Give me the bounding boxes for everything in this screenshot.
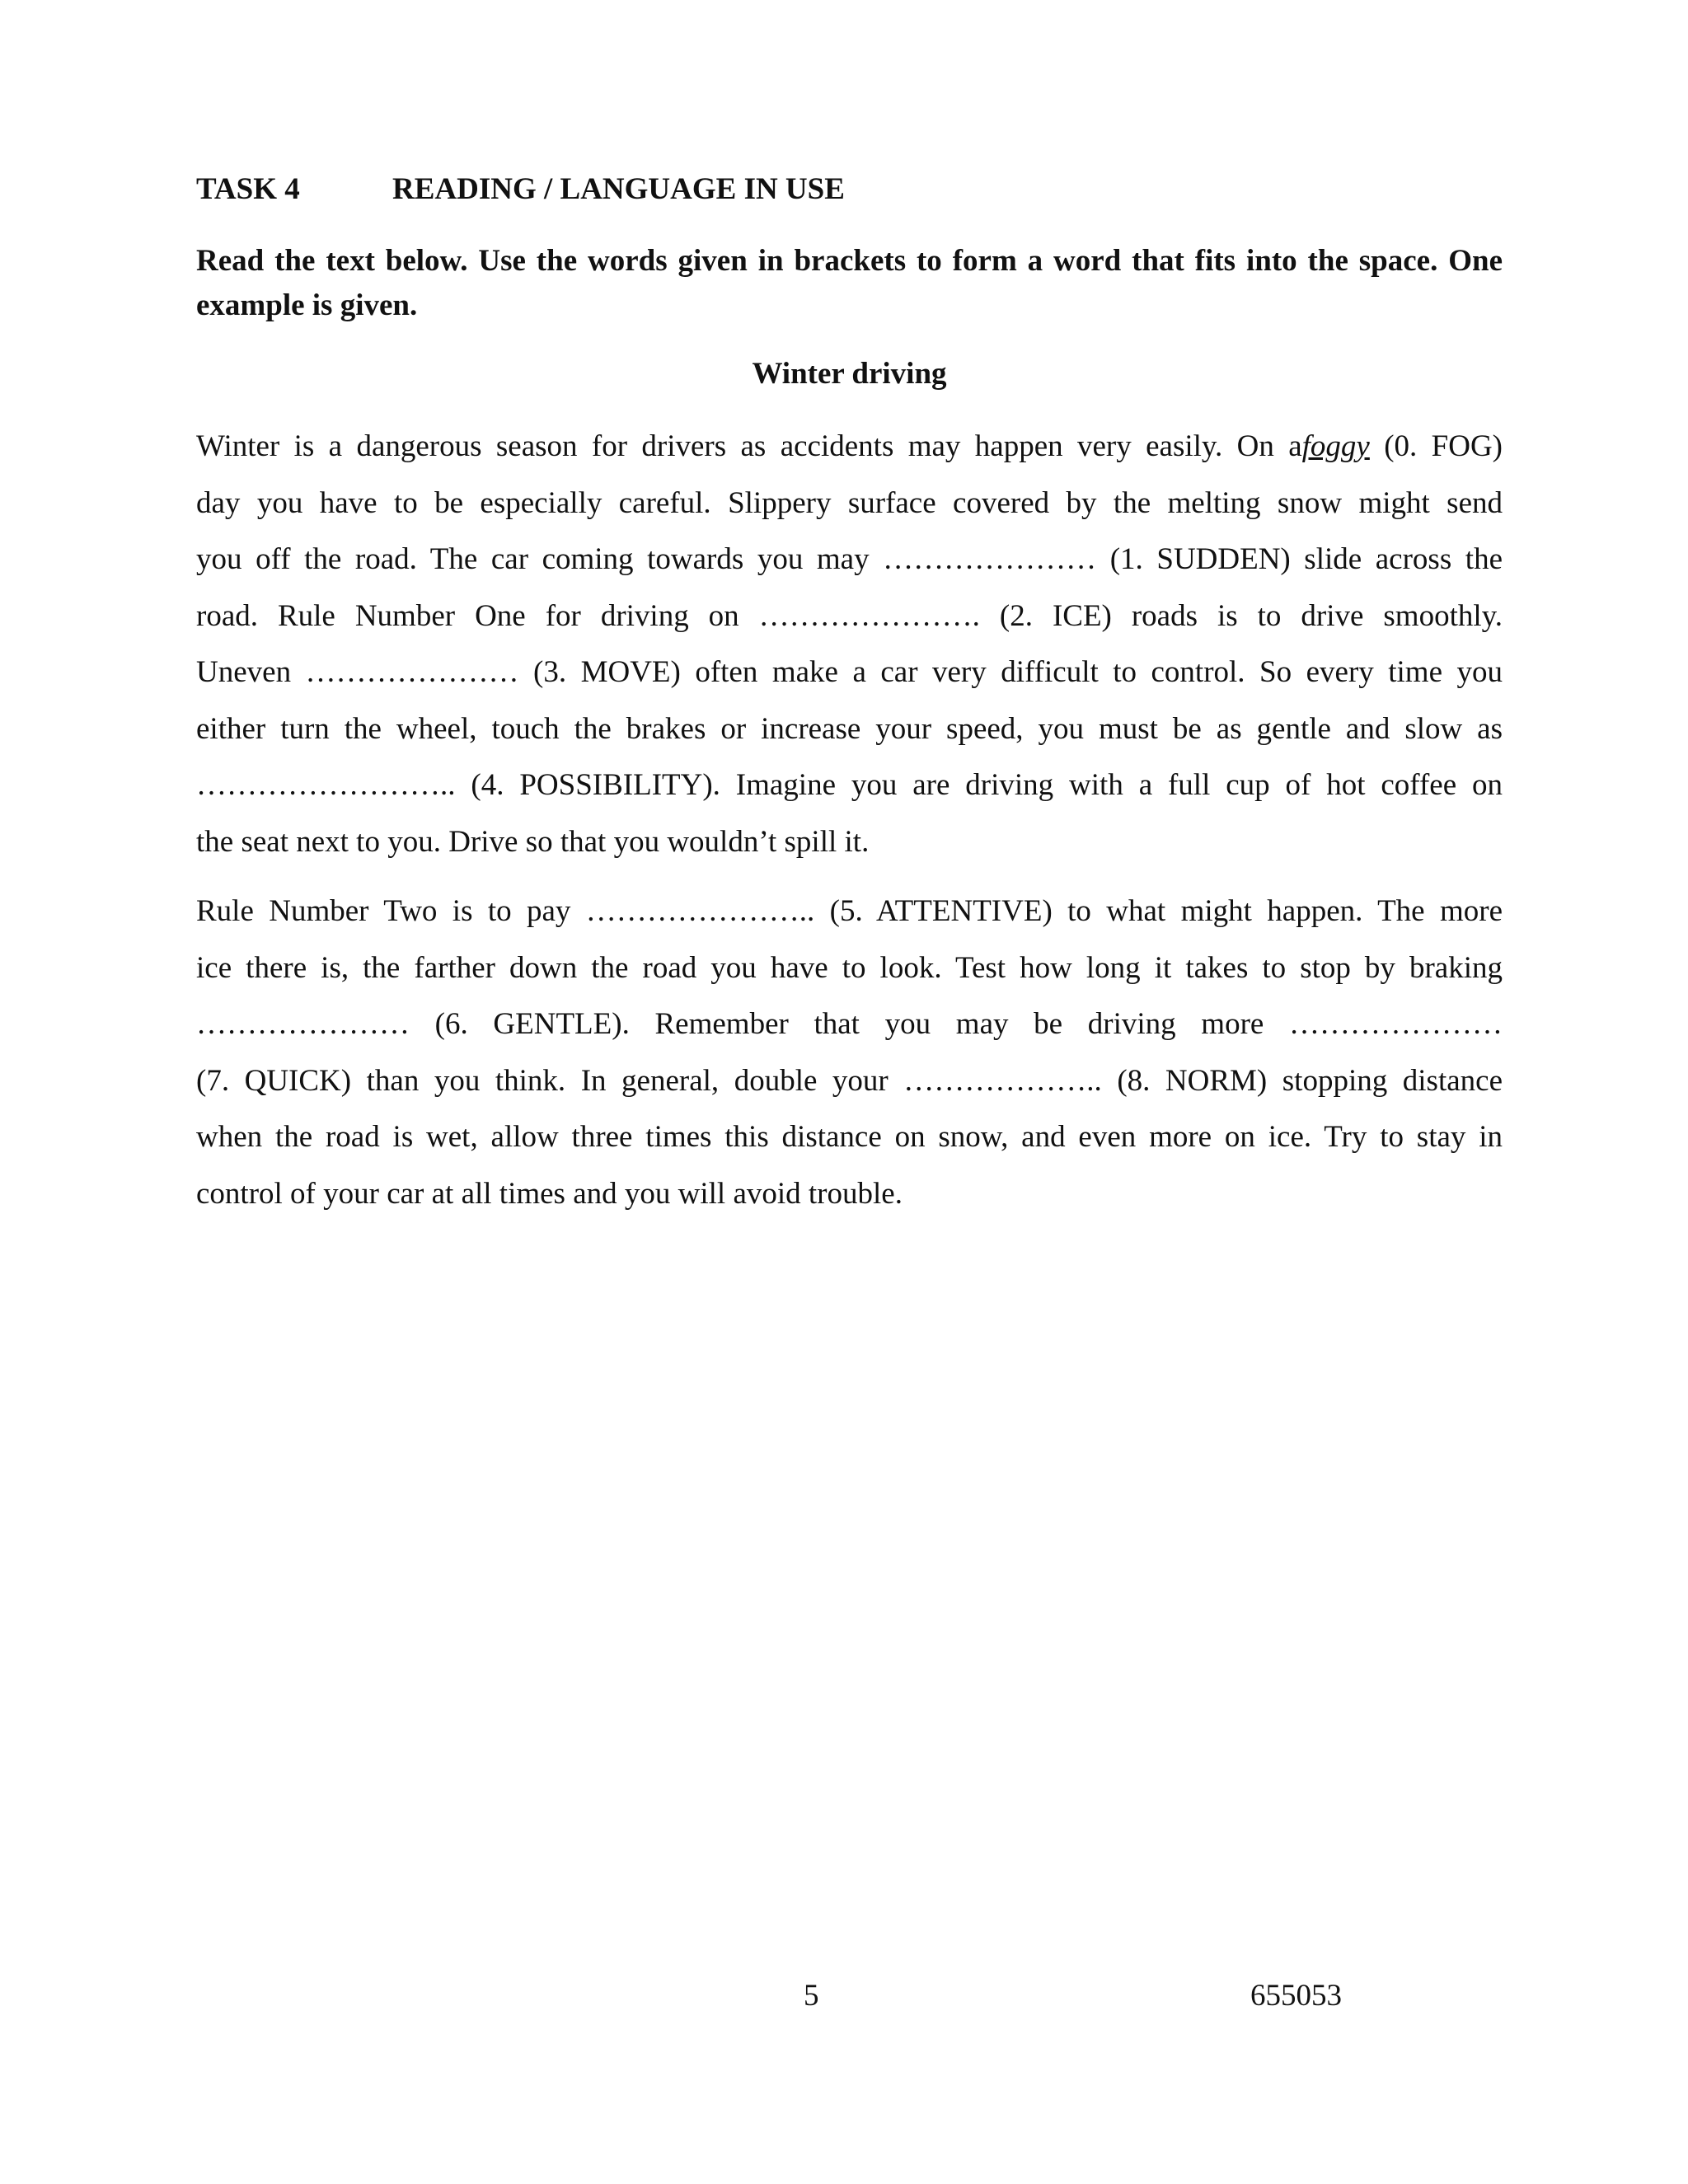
paragraph-line: you off the road. The car coming towards you may ………………… (1. SUDDEN) slide across the [196, 542, 1503, 576]
paragraph-line: day you have to be especially careful. Slippery surface covered by the melting snow might send [196, 485, 1503, 520]
paragraph-line: …………………….. (4. POSSIBILITY). Imagine you are driving with a full cup of hot coffee on [196, 768, 1503, 802]
paragraph-line: either turn the wheel, touch the brakes or increase your speed, you must be as gentle and slow as [196, 711, 1503, 746]
task-instruction: Read the text below. Use the words given in brackets to form a word that fits into the space. One example is given. [196, 244, 1503, 322]
task-title: READING / LANGUAGE IN USE [392, 172, 845, 206]
paragraph-line [196, 419, 1503, 476]
paragraph-line: the seat next to you. Drive so that you wouldn’t spill it. [196, 824, 870, 859]
paragraph-line: ………………… (6. GENTLE). Remember that you may be driving more ………………… [196, 1007, 1503, 1041]
document-code: 655053 [1250, 1979, 1342, 2013]
paragraph-line: (7. QUICK) than you think. In general, double your ……………….. (8. NORM) stopping distance [196, 1063, 1503, 1098]
paragraph-line: control of your car at all times and you will avoid trouble. [196, 1176, 903, 1211]
paragraph-line: Rule Number Two is to pay ………………….. (5. ATTENTIVE) to what might happen. The more [196, 894, 1503, 928]
task-number: TASK 4 [196, 172, 300, 206]
paragraph-2 [196, 883, 1503, 1222]
line-text: Winter is a dangerous season for drivers as accidents may happen very easily. On a [196, 429, 1302, 463]
example-answer: foggy [1301, 429, 1370, 463]
text-title: Winter driving [752, 357, 947, 391]
paragraph-1 [196, 419, 1503, 870]
page-number: 5 [804, 1979, 819, 2013]
task-header [196, 170, 845, 209]
paragraph-line: ice there is, the farther down the road you have to look. Test how long it takes to stop by braking [196, 950, 1503, 985]
paragraph-line: when the road is wet, allow three times this distance on snow, and even more on ice. Try to stay in [196, 1120, 1503, 1154]
paragraph-line: Uneven ………………… (3. MOVE) often make a car very difficult to control. So every time you [196, 655, 1503, 689]
paragraph-line: road. Rule Number One for driving on …………………. (2. ICE) roads is to drive smoothly. [196, 598, 1503, 633]
line-text: (0. FOG) [1384, 429, 1503, 463]
